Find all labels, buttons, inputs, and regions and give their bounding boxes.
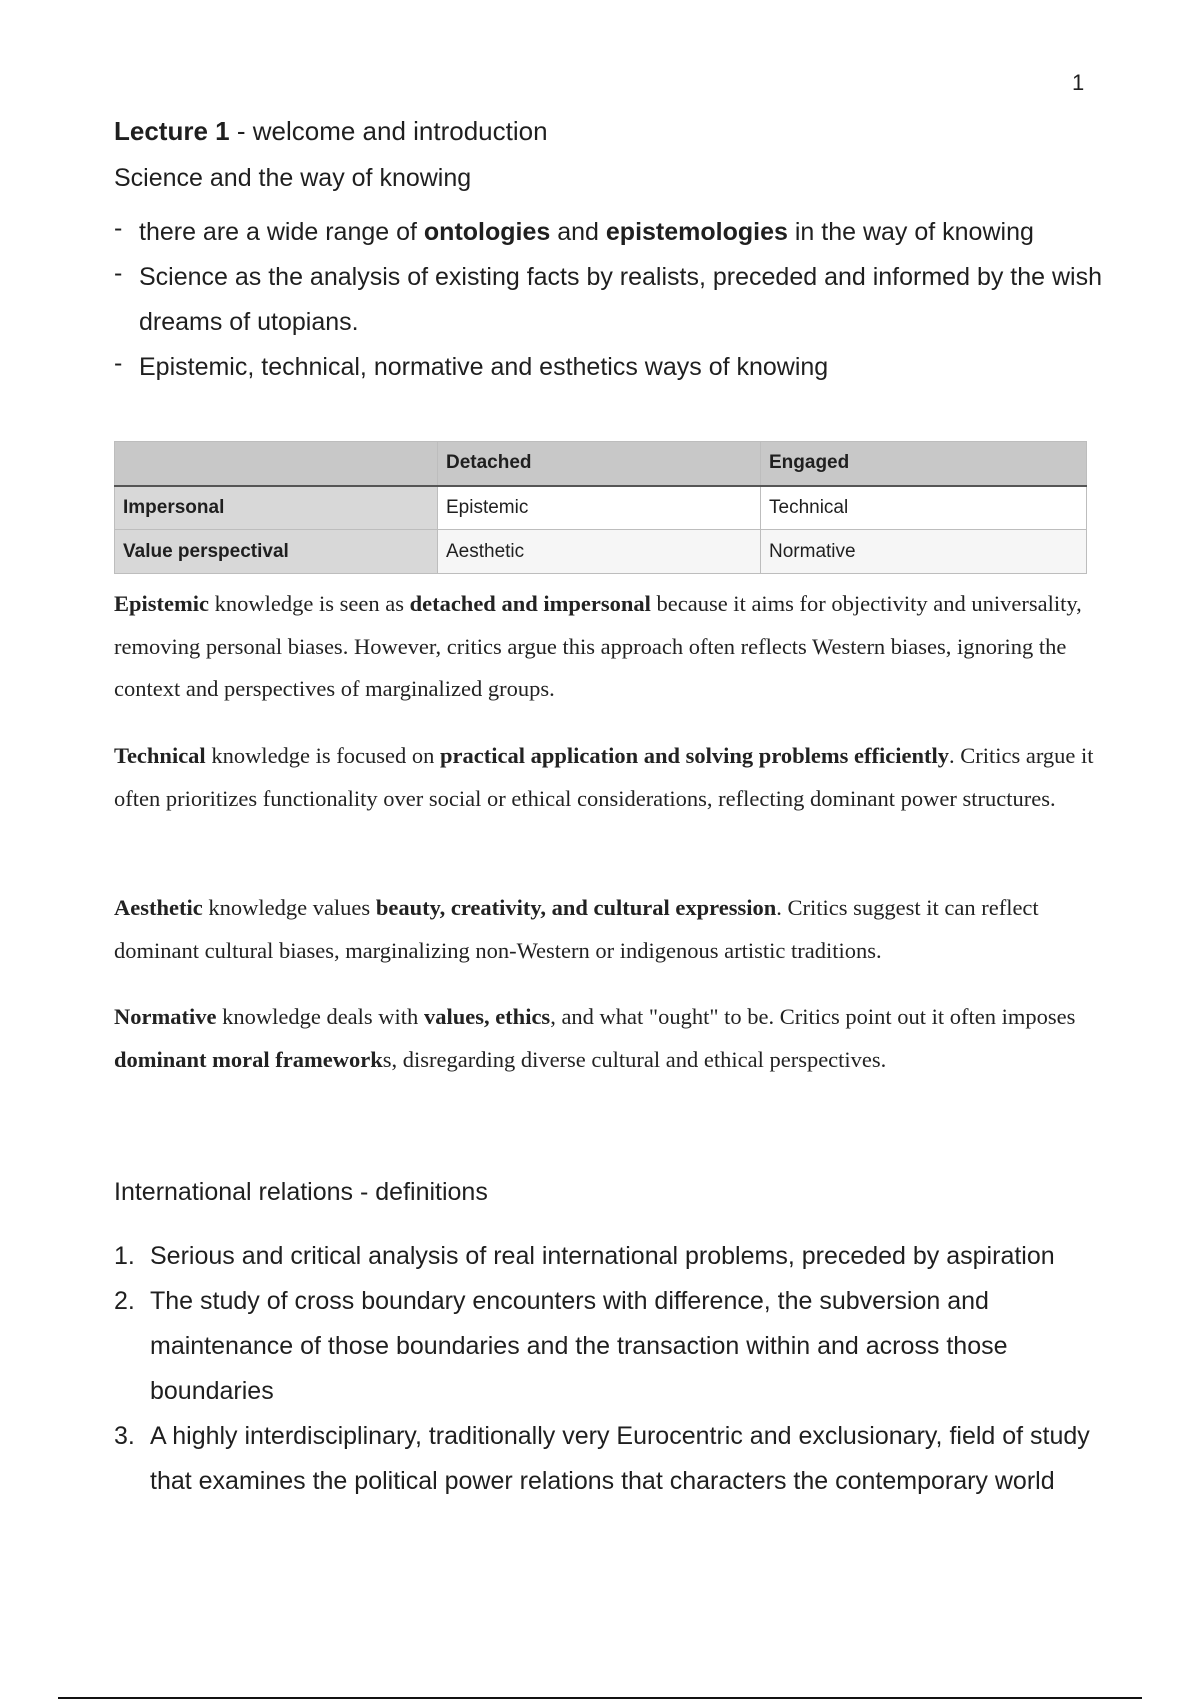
knowledge-matrix-table	[114, 441, 1087, 574]
page-number: 1	[1072, 70, 1085, 95]
list-item: - Science as the analysis of existing facts by realists, preceded and informed by the wish dreams of utopians.	[114, 255, 1104, 345]
lecture-label: Lecture 1	[114, 116, 230, 146]
table-row-label: Value perspectival	[115, 530, 438, 574]
paragraph-technical: Technical knowledge is focused on practical application and solving problems efficiently. Critics argue it often prioritizes functionality over social or ethical considerations, reflecting dominant power structures.	[114, 743, 1094, 811]
table-header-cell: Detached	[438, 442, 761, 486]
knowing-bullet-list	[114, 210, 1104, 390]
ir-definitions-list	[114, 1234, 1104, 1504]
section-title-science: Science and the way of knowing	[114, 164, 472, 192]
table-header-cell: Engaged	[761, 442, 1087, 486]
list-item: 3. A highly interdisciplinary, traditionally very Eurocentric and exclusionary, field of study that examines the political power relations that characters the contemporary world	[114, 1414, 1104, 1504]
table-row-label: Impersonal	[115, 486, 438, 530]
paragraph-epistemic: Epistemic knowledge is seen as detached and impersonal because it aims for objectivity and universality, removing personal biases. However, critics argue this approach often reflects Western biases, ignoring the context and perspectives of marginalized groups.	[114, 591, 1082, 701]
paragraph-aesthetic: Aesthetic knowledge values beauty, creativity, and cultural expression. Critics suggest it can reflect dominant cultural biases, marginalizing non-Western or indigenous artistic traditions.	[114, 895, 1039, 963]
table-header-cell	[115, 442, 438, 486]
lecture-subtitle: - welcome and introduction	[229, 116, 548, 146]
list-number: 3.	[114, 1422, 135, 1450]
list-item: - Epistemic, technical, normative and esthetics ways of knowing	[114, 345, 1104, 390]
list-item: 1. Serious and critical analysis of real international problems, preceded by aspiration	[114, 1234, 1104, 1279]
paragraph-normative: Normative knowledge deals with values, ethics, and what "ought" to be. Critics point out it often imposes dominant moral frameworks, disregarding diverse cultural and ethical perspectives.	[114, 1004, 1076, 1072]
term-ontologies: ontologies	[423, 218, 551, 246]
table-cell: Normative	[761, 530, 1087, 574]
term-epistemologies: epistemologies	[605, 218, 788, 246]
list-item: - there are a wide range of ontologies and epistemologies in the way of knowing	[114, 210, 1104, 255]
table-row	[115, 486, 1087, 530]
footer-divider	[58, 1697, 1142, 1699]
table-header-row	[115, 442, 1087, 486]
list-item: 2. The study of cross boundary encounters with difference, the subversion and maintenance of those boundaries and the transaction within and across those boundaries	[114, 1279, 1104, 1414]
section-title-ir: International relations - definitions	[114, 1178, 488, 1206]
lecture-title	[114, 116, 548, 147]
list-number: 1.	[114, 1242, 135, 1270]
table-row	[115, 530, 1087, 574]
list-number: 2.	[114, 1287, 135, 1315]
table-cell: Aesthetic	[438, 530, 761, 574]
table-cell: Technical	[761, 486, 1087, 530]
table-cell: Epistemic	[438, 486, 761, 530]
